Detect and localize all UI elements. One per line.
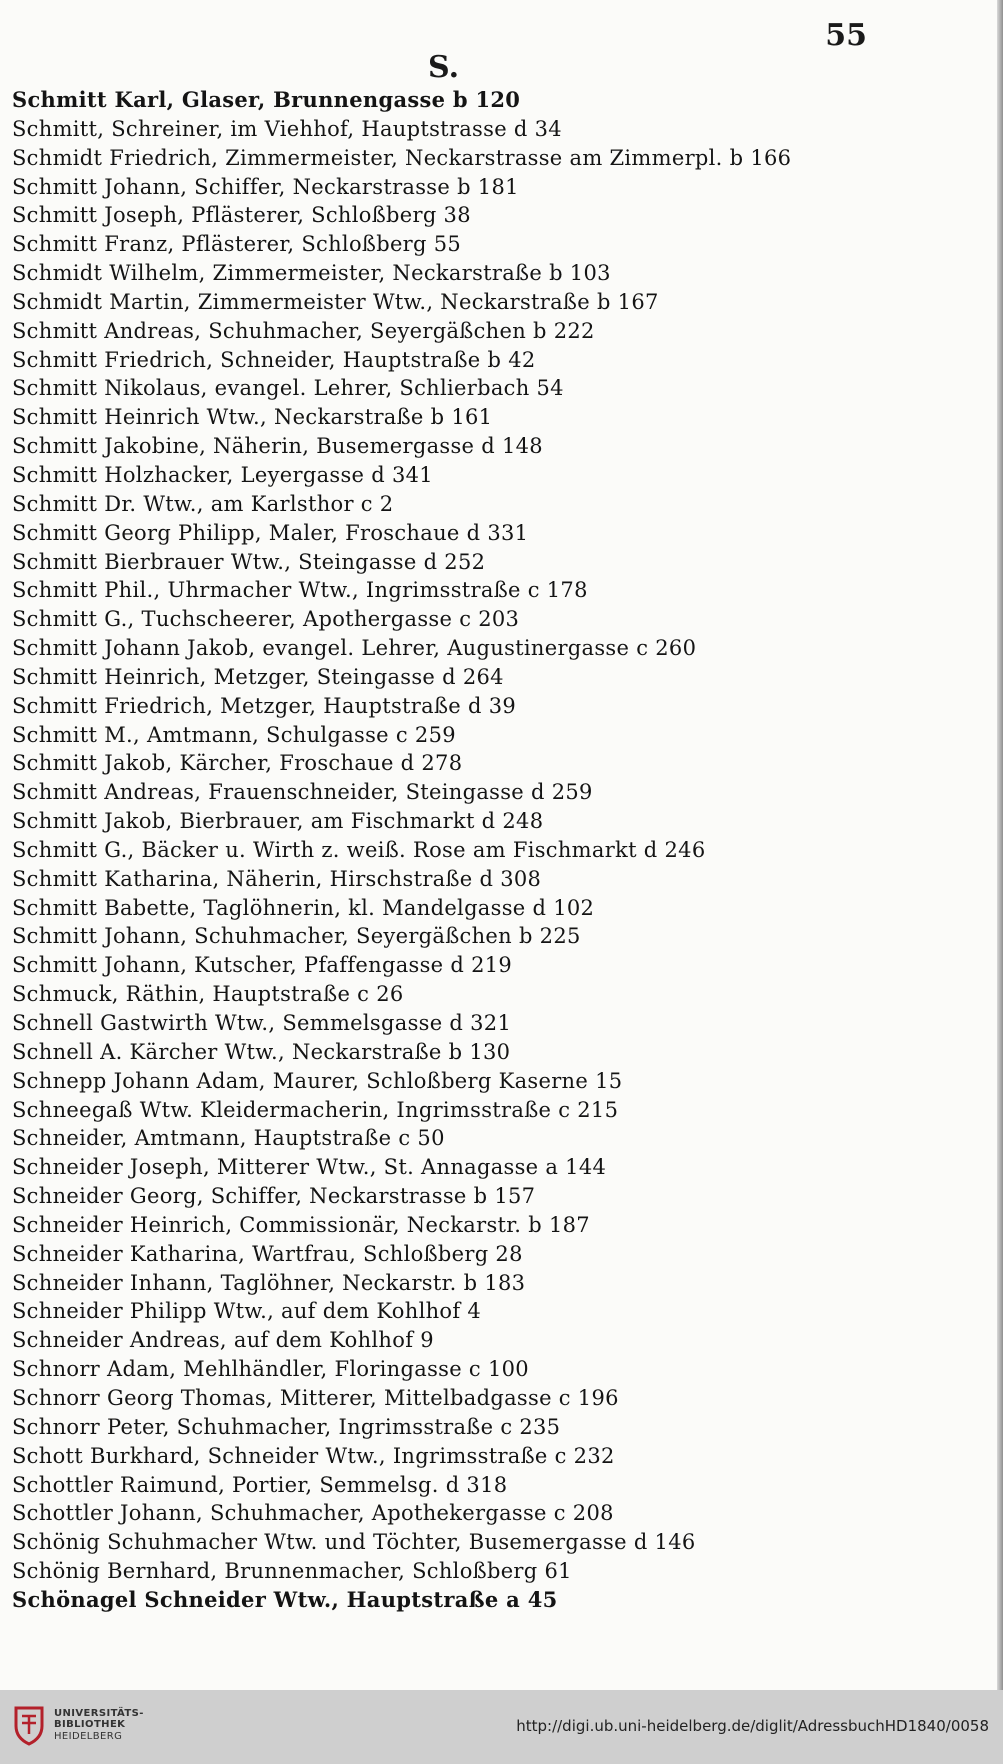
directory-entry: Schmitt Holzhacker, Leyergasse d 341 — [12, 462, 433, 487]
directory-entry: Schmitt Nikolaus, evangel. Lehrer, Schlierbach 54 — [12, 376, 564, 401]
directory-entry: Schmitt Heinrich, Metzger, Steingasse d 264 — [12, 664, 504, 689]
directory-entry: Schnorr Peter, Schuhmacher, Ingrimsstraße c 235 — [12, 1414, 561, 1439]
directory-entry: Schmitt Bierbrauer Wtw., Steingasse d 252 — [12, 549, 486, 574]
directory-entry: Schneider, Amtmann, Hauptstraße c 50 — [12, 1126, 445, 1151]
directory-entry: Schmitt Karl, Glaser, Brunnengasse b 120 — [12, 87, 521, 112]
directory-entry: Schneegaß Wtw. Kleidermacherin, Ingrimsstraße c 215 — [12, 1097, 619, 1122]
directory-entry: Schmitt Andreas, Schuhmacher, Seyergäßchen b 222 — [12, 318, 595, 343]
directory-entry: Schmitt Andreas, Frauenschneider, Steingasse d 259 — [12, 780, 593, 805]
directory-entry: Schönagel Schneider Wtw., Hauptstraße a 45 — [12, 1586, 558, 1612]
directory-entry: Schneider Heinrich, Commissionär, Neckarstr. b 187 — [12, 1212, 590, 1237]
logo-line-3: HEIDELBERG — [54, 1730, 123, 1742]
directory-entry: Schottler Raimund, Portier, Semmelsg. d 318 — [12, 1472, 508, 1497]
page-edge-shadow — [997, 0, 1003, 1690]
directory-entry: Schmuck, Räthin, Hauptstraße c 26 — [12, 982, 404, 1007]
library-crest-icon — [12, 1704, 46, 1746]
directory-entry: Schnell Gastwirth Wtw., Semmelsgasse d 321 — [12, 1011, 512, 1035]
source-url[interactable]: http://digi.ub.uni-heidelberg.de/diglit/AdressbuchHD1840/0058 — [516, 1717, 989, 1735]
directory-entry: Schmitt Heinrich Wtw., Neckarstraße b 161 — [12, 405, 493, 430]
directory-entry: Schnorr Georg Thomas, Mitterer, Mittelbadgasse c 196 — [12, 1385, 619, 1410]
directory-entry: Schmitt G., Tuchscheerer, Apothergasse c 203 — [12, 607, 520, 632]
directory-entry: Schmitt Dr. Wtw., am Karlsthor c 2 — [12, 491, 394, 516]
page-number: 55 — [825, 18, 867, 53]
directory-entry: Schottler Johann, Schuhmacher, Apothekergasse c 208 — [12, 1501, 614, 1526]
directory-entry: Schmitt Katharina, Näherin, Hirschstraße d 308 — [12, 866, 542, 891]
directory-entry: Schmitt Johann, Schiffer, Neckarstrasse b 181 — [12, 174, 519, 199]
directory-entry: Schmitt Phil., Uhrmacher Wtw., Ingrimsstraße c 178 — [12, 578, 588, 603]
directory-entry: Schneider Katharina, Wartfrau, Schloßberg 28 — [12, 1241, 523, 1266]
directory-entry: Schönig Bernhard, Brunnenmacher, Schloßberg 61 — [12, 1559, 572, 1584]
library-logo[interactable] — [12, 1704, 144, 1746]
directory-entry: Schmitt Georg Philipp, Maler, Froschaue d 331 — [12, 520, 529, 545]
directory-entry: Schneider Joseph, Mitterer Wtw., St. Annagasse a 144 — [12, 1155, 607, 1180]
directory-entry: Schnorr Adam, Mehlhändler, Floringasse c 100 — [12, 1357, 529, 1382]
directory-entry: Schönig Schuhmacher Wtw. und Töchter, Busemergasse d 146 — [12, 1530, 696, 1555]
directory-entry: Schmitt Friedrich, Schneider, Hauptstraße b 42 — [12, 347, 536, 372]
directory-entry: Schmitt Johann, Kutscher, Pfaffengasse d 219 — [12, 953, 513, 978]
directory-entry: Schmitt Jakobine, Näherin, Busemergasse d 148 — [12, 434, 543, 459]
logo-line-1: UNIVERSITÄTS- — [54, 1707, 144, 1719]
directory-entry: Schmitt Franz, Pflästerer, Schloßberg 55 — [12, 232, 462, 257]
logo-line-2: BIBLIOTHEK — [54, 1719, 126, 1731]
directory-entry: Schneider Philipp Wtw., auf dem Kohlhof 4 — [12, 1299, 482, 1324]
directory-entry: Schmitt Jakob, Bierbrauer, am Fischmarkt d 248 — [12, 809, 544, 834]
directory-entry: Schneider Inhann, Taglöhner, Neckarstr. b 183 — [12, 1270, 526, 1295]
directory-entry: Schmidt Wilhelm, Zimmermeister, Neckarstraße b 103 — [12, 261, 611, 286]
directory-entry: Schott Burkhard, Schneider Wtw., Ingrimsstraße c 232 — [12, 1443, 615, 1468]
directory-entry: Schmidt Martin, Zimmermeister Wtw., Neckarstraße b 167 — [12, 289, 659, 314]
directory-entry: Schmitt Jakob, Kärcher, Froschaue d 278 — [12, 751, 463, 776]
directory-entry-list — [12, 86, 791, 1615]
directory-entry: Schneider Georg, Schiffer, Neckarstrasse b 157 — [12, 1184, 536, 1209]
directory-entry: Schmitt G., Bäcker u. Wirth z. weiß. Rose am Fischmarkt d 246 — [12, 837, 706, 862]
directory-entry: Schmitt Babette, Taglöhnerin, kl. Mandelgasse d 102 — [12, 895, 595, 920]
library-logo-text — [54, 1708, 144, 1743]
directory-entry: Schmitt M., Amtmann, Schulgasse c 259 — [12, 722, 456, 747]
directory-entry: Schmitt Johann Jakob, evangel. Lehrer, Augustinergasse c 260 — [12, 636, 697, 661]
footer-bar — [0, 1690, 1003, 1764]
directory-entry: Schmitt Johann, Schuhmacher, Seyergäßchen b 225 — [12, 924, 581, 949]
directory-entry: Schneider Andreas, auf dem Kohlhof 9 — [12, 1328, 434, 1353]
directory-entry: Schmitt Friedrich, Metzger, Hauptstraße d 39 — [12, 693, 517, 718]
directory-entry: Schmitt Joseph, Pflästerer, Schloßberg 38 — [12, 203, 471, 228]
section-letter: S. — [428, 50, 460, 85]
directory-entry: Schnell A. Kärcher Wtw., Neckarstraße b 130 — [12, 1039, 511, 1064]
directory-entry: Schmidt Friedrich, Zimmermeister, Neckarstrasse am Zimmerpl. b 166 — [12, 145, 792, 170]
directory-entry: Schmitt, Schreiner, im Viehhof, Hauptstrasse d 34 — [12, 116, 562, 141]
directory-entry: Schnepp Johann Adam, Maurer, Schloßberg Kaserne 15 — [12, 1068, 623, 1093]
